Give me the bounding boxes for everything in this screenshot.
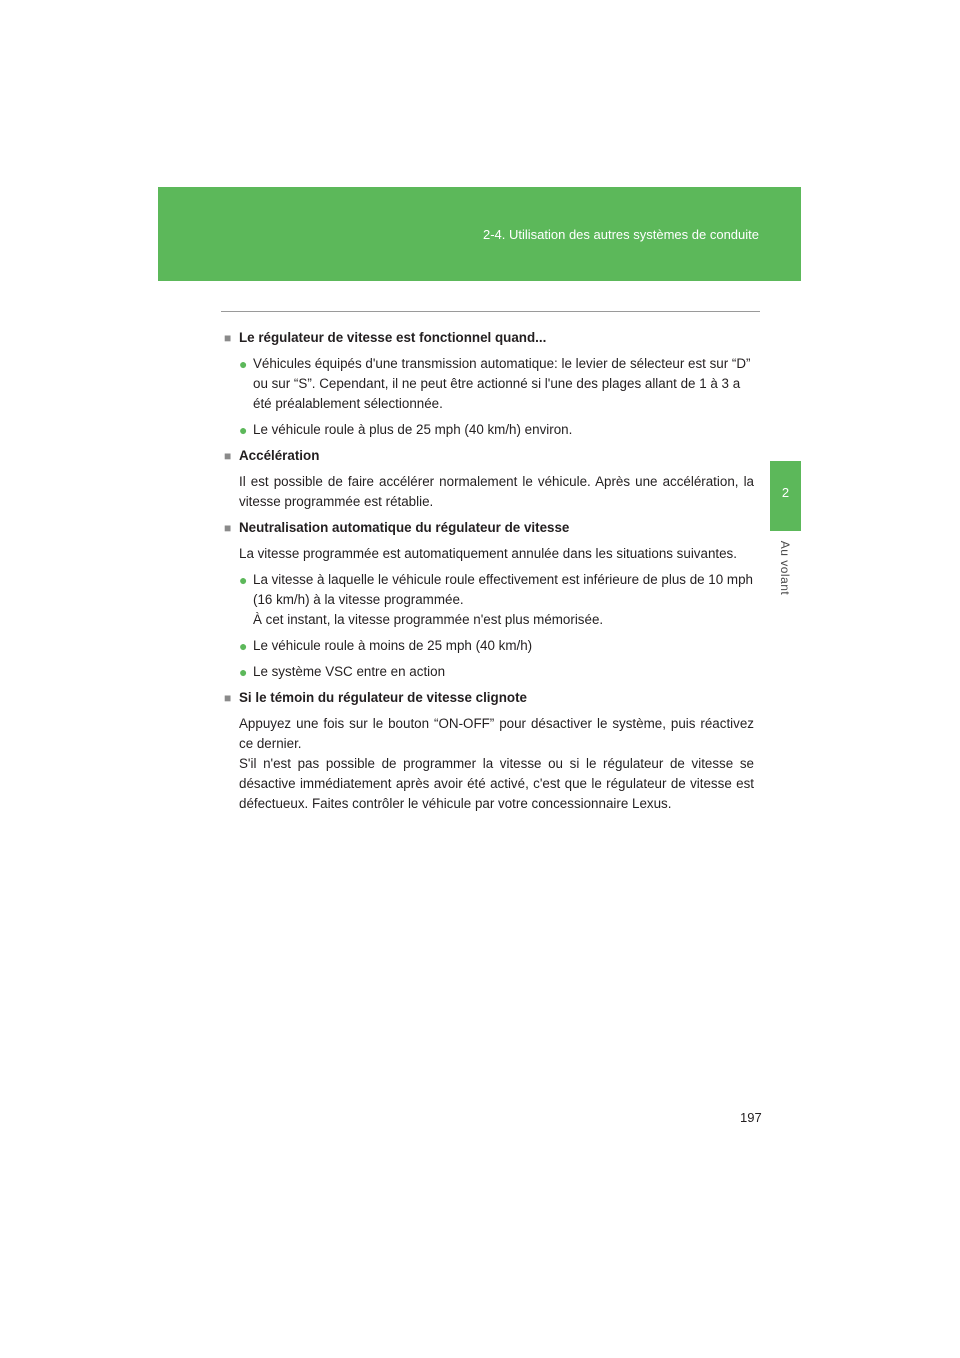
- section-heading: ■ Si le témoin du régulateur de vitesse clignote: [224, 688, 754, 708]
- list-item: ● Le véhicule roule à moins de 25 mph (40 km/h): [239, 638, 533, 654]
- green-dot-bullet-icon: ●: [239, 422, 248, 438]
- square-bullet-icon: ■: [224, 521, 232, 535]
- chapter-tab: [770, 461, 801, 531]
- list-item: ● Le véhicule roule à plus de 25 mph (40 km/h) environ.: [239, 422, 573, 438]
- section-paragraph: Appuyez une fois sur le bouton “ON-OFF” pour désactiver le système, puis réactivez ce dernier. S'il n'est pas possible de programmer la vitesse ou si le régulateur de vitesse se désactive immédiatement après avoir été activé, c'est que le régulateur de vitesse est défectueux. Faites contrôler le véhicule par votre concessionnaire Lexus.: [239, 716, 754, 811]
- section-paragraph: Il est possible de faire accélérer normalement le véhicule. Après une accélération, la vitesse programmée est rétablie.: [239, 474, 754, 509]
- page-number: 197: [740, 1110, 762, 1125]
- section-fonctionnel: [224, 328, 754, 440]
- green-dot-bullet-icon: ●: [239, 638, 248, 654]
- square-bullet-icon: ■: [224, 449, 232, 463]
- chapter-header-band: [158, 187, 801, 281]
- list-item-note: À cet instant, la vitesse programmée n'est plus mémorisée.: [253, 612, 604, 627]
- chapter-side-label: Au volant: [778, 540, 792, 596]
- section-heading: ■ Neutralisation automatique du régulateur de vitesse: [224, 518, 754, 538]
- green-dot-bullet-icon: ●: [239, 572, 248, 588]
- list-item: ● Véhicules équipés d'une transmission automatique: le levier de sélecteur est sur “D” ou sur “S”. Cependant, il ne peut être actionné si l'une des plages allant de 1 à 3 a été préalablement sélectionnée.: [239, 356, 751, 411]
- square-bullet-icon: ■: [224, 691, 232, 705]
- list-item: ● Le système VSC entre en action: [239, 664, 446, 680]
- section-heading: ■ Accélération: [224, 446, 754, 466]
- list-item: ● La vitesse à laquelle le véhicule roule effectivement est inférieure de plus de 10 mph (16 km/h) à la vitesse programmée. À cet instant, la vitesse programmée n'est plus mémorisée.: [239, 570, 754, 630]
- chapter-title: 2-4. Utilisation des autres systèmes de conduite: [482, 227, 759, 242]
- section-heading: ■ Le régulateur de vitesse est fonctionnel quand...: [224, 328, 754, 348]
- green-dot-bullet-icon: ●: [239, 356, 248, 372]
- green-dot-bullet-icon: ●: [239, 664, 248, 680]
- section-divider: [221, 311, 760, 312]
- section-neutralisation: [224, 518, 754, 682]
- chapter-tab-number: 2: [781, 485, 790, 500]
- section-paragraph: La vitesse programmée est automatiquement annulée dans les situations suivantes.: [239, 546, 737, 561]
- square-bullet-icon: ■: [224, 331, 232, 345]
- page-content: [224, 328, 754, 814]
- section-temoin: [224, 688, 754, 814]
- section-acceleration: [224, 446, 754, 512]
